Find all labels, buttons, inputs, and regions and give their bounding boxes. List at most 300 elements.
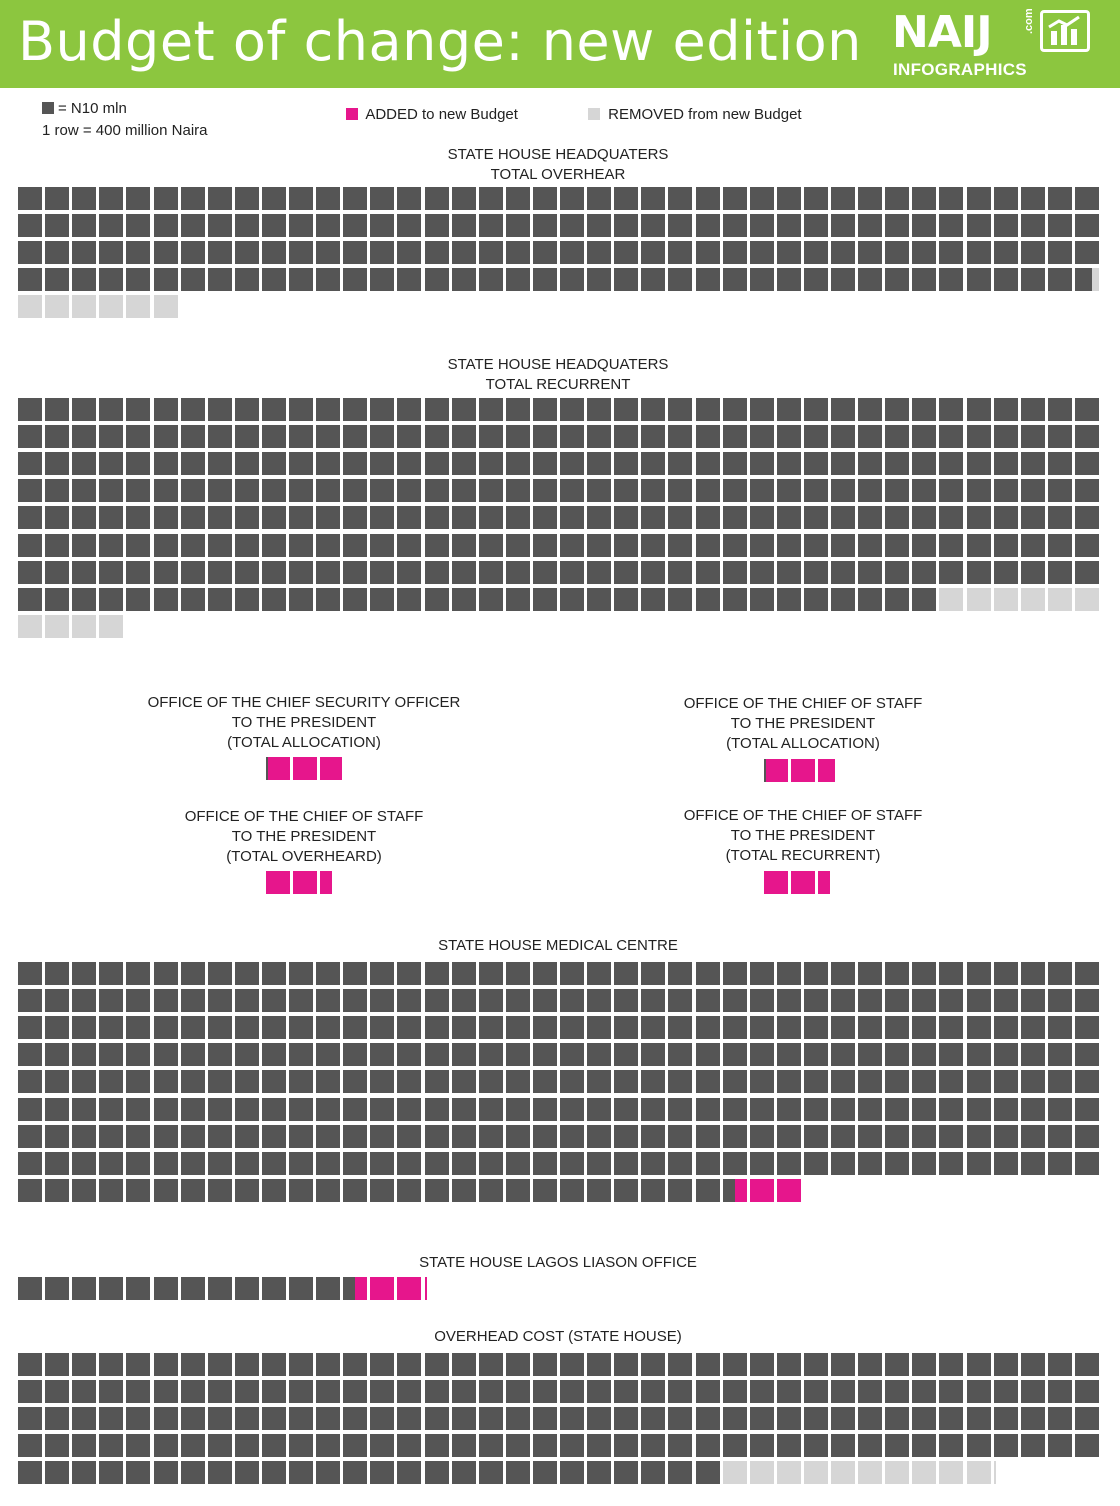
waffle-cell-base — [939, 962, 963, 985]
waffle-cell-base — [1021, 1152, 1045, 1175]
section-title-medical-centre: STATE HOUSE MEDICAL CENTRE — [438, 937, 678, 954]
waffle-cell-base — [343, 1277, 355, 1300]
waffle-cell-base — [370, 1353, 394, 1376]
waffle-cell-base — [289, 214, 313, 237]
waffle-cell-base — [72, 479, 96, 502]
waffle-cell-base — [99, 561, 123, 584]
waffle-cell-base — [397, 1016, 421, 1039]
waffle-cell-base — [912, 506, 936, 529]
waffle-cell-base — [343, 479, 367, 502]
waffle-cell-base — [72, 241, 96, 264]
waffle-cell-base — [1048, 214, 1072, 237]
waffle-cell-base — [614, 588, 638, 611]
waffle-cell-base — [506, 1070, 530, 1093]
waffle-cell-base — [777, 1407, 801, 1430]
waffle-cell-base — [370, 241, 394, 264]
waffle-cell-base — [1021, 561, 1045, 584]
waffle-cell-base — [397, 1098, 421, 1121]
waffle-cell-base — [668, 534, 692, 557]
waffle-cell-base — [343, 1043, 367, 1066]
waffle-cell-base — [723, 425, 747, 448]
waffle-cell-base — [316, 1353, 340, 1376]
waffle-cell-base — [858, 534, 882, 557]
waffle-cell-base — [343, 534, 367, 557]
waffle-cell-base — [18, 1070, 42, 1093]
waffle-cell-base — [1075, 1125, 1099, 1148]
waffle-cell-base — [696, 425, 720, 448]
waffle-cell-base — [858, 425, 882, 448]
waffle-cell-base — [533, 241, 557, 264]
waffle-cell-base — [316, 561, 340, 584]
waffle-cell-base — [18, 479, 42, 502]
waffle-cell-base — [425, 534, 449, 557]
waffle-cell-base — [425, 588, 449, 611]
waffle-cell-base — [126, 989, 150, 1012]
waffle-cell-base — [154, 534, 178, 557]
waffle-cell-base — [425, 1434, 449, 1457]
waffle-cell-base — [614, 214, 638, 237]
waffle-cell-added — [370, 1277, 394, 1300]
waffle-cell-base — [967, 187, 991, 210]
waffle-cell-base — [72, 1152, 96, 1175]
waffle-cell-base — [18, 962, 42, 985]
waffle-cell-base — [506, 1098, 530, 1121]
waffle-cell-base — [831, 187, 855, 210]
waffle-cell-base — [1048, 479, 1072, 502]
waffle-cell-base — [18, 1277, 42, 1300]
waffle-cell-base — [316, 962, 340, 985]
waffle-cell-base — [1021, 1070, 1045, 1093]
waffle-cell-base — [994, 425, 1018, 448]
waffle-cell-base — [425, 1380, 449, 1403]
waffle-cell-base — [45, 425, 69, 448]
waffle-cell-base — [1048, 452, 1072, 475]
waffle-cell-base — [912, 989, 936, 1012]
waffle-cell-base — [181, 1125, 205, 1148]
waffle-cell-base — [750, 506, 774, 529]
waffle-cell-base — [1048, 1125, 1072, 1148]
waffle-cell-base — [99, 1125, 123, 1148]
waffle-cell-base — [668, 187, 692, 210]
waffle-cell-base — [696, 1380, 720, 1403]
waffle-cell-base — [289, 989, 313, 1012]
waffle-cell-base — [126, 1407, 150, 1430]
waffle-cell-base — [668, 268, 692, 291]
waffle-cell-base — [560, 479, 584, 502]
waffle-cell-base — [397, 241, 421, 264]
waffle-cell-base — [425, 1179, 449, 1202]
waffle-cell-base — [370, 398, 394, 421]
waffle-cell-base — [425, 1353, 449, 1376]
waffle-cell-base — [967, 989, 991, 1012]
waffle-cell-base — [885, 561, 909, 584]
waffle-cell-base — [750, 534, 774, 557]
waffle-cell-base — [262, 1461, 286, 1484]
waffle-cell-base — [452, 989, 476, 1012]
waffle-cell-base — [750, 962, 774, 985]
waffle-cell-base — [641, 187, 665, 210]
waffle-cell-base — [668, 398, 692, 421]
waffle-cell-base — [831, 398, 855, 421]
waffle-cell-base — [452, 1016, 476, 1039]
waffle-cell-base — [994, 452, 1018, 475]
waffle-cell-base — [994, 1434, 1018, 1457]
waffle-cell-base — [208, 214, 232, 237]
waffle-cell-base — [72, 452, 96, 475]
waffle-cell-base — [289, 1043, 313, 1066]
waffle-cell-base — [208, 479, 232, 502]
waffle-cell-base — [181, 1380, 205, 1403]
waffle-cell-base — [777, 1152, 801, 1175]
waffle-cell-base — [994, 989, 1018, 1012]
waffle-cell-base — [804, 561, 828, 584]
waffle-cell-base — [479, 1152, 503, 1175]
waffle-cell-base — [668, 506, 692, 529]
waffle-cell-base — [885, 588, 909, 611]
waffle-cell-base — [126, 425, 150, 448]
waffle-cell-removed — [99, 615, 123, 638]
waffle-cell-base — [1075, 268, 1092, 291]
waffle-cell-base — [72, 506, 96, 529]
waffle-cell-base — [425, 1016, 449, 1039]
waffle-cell-base — [181, 534, 205, 557]
waffle-cell-base — [126, 1353, 150, 1376]
waffle-cell-base — [533, 214, 557, 237]
waffle-cell-base — [18, 1125, 42, 1148]
waffle-cell-base — [506, 1152, 530, 1175]
waffle-cell-base — [994, 1043, 1018, 1066]
waffle-cell-base — [208, 1043, 232, 1066]
waffle-cell-base — [912, 1098, 936, 1121]
waffle-cell-base — [750, 452, 774, 475]
waffle-cell-base — [912, 588, 936, 611]
waffle-cell-base — [289, 588, 313, 611]
waffle-cell-base — [99, 1353, 123, 1376]
waffle-cell-base — [425, 1407, 449, 1430]
waffle-cell-base — [723, 1125, 747, 1148]
waffle-cell-added — [425, 1277, 427, 1300]
waffle-cell-base — [939, 398, 963, 421]
waffle-cell-base — [641, 479, 665, 502]
waffle-cell-base — [45, 1380, 69, 1403]
waffle-cell-base — [831, 1353, 855, 1376]
waffle-cell-base — [750, 1380, 774, 1403]
waffle-cell-base — [885, 214, 909, 237]
waffle-cell-base — [126, 1434, 150, 1457]
waffle-cell-base — [262, 425, 286, 448]
waffle-cell-base — [723, 1179, 735, 1202]
waffle-cell-base — [316, 506, 340, 529]
waffle-cell-base — [18, 1407, 42, 1430]
legend-added — [346, 106, 518, 123]
waffle-cell-base — [126, 588, 150, 611]
waffle-cell-base — [668, 1461, 692, 1484]
waffle-cell-base — [99, 425, 123, 448]
waffle-cell-base — [967, 1152, 991, 1175]
waffle-cell-base — [750, 561, 774, 584]
waffle-cell-base — [154, 1125, 178, 1148]
waffle-cell-base — [939, 1125, 963, 1148]
waffle-cell-base — [208, 534, 232, 557]
waffle-cell-base — [154, 1070, 178, 1093]
waffle-cell-base — [831, 241, 855, 264]
waffle-cell-base — [397, 1152, 421, 1175]
waffle-cell-base — [696, 187, 720, 210]
waffle-cell-base — [533, 479, 557, 502]
waffle-cell-base — [967, 214, 991, 237]
waffle-cell-base — [912, 425, 936, 448]
waffle-cell-base — [587, 588, 611, 611]
waffle-cell-base — [723, 1434, 747, 1457]
waffle-cell-base — [994, 1407, 1018, 1430]
waffle-cell-base — [994, 187, 1018, 210]
waffle-cell-base — [316, 1179, 340, 1202]
waffle-cell-base — [885, 187, 909, 210]
waffle-cell-base — [45, 1016, 69, 1039]
waffle-cell-base — [154, 1380, 178, 1403]
waffle-cell-base — [668, 588, 692, 611]
waffle-cell-base — [858, 214, 882, 237]
waffle-cell-base — [262, 1353, 286, 1376]
waffle-cell-base — [912, 1043, 936, 1066]
waffle-cell-base — [18, 1098, 42, 1121]
waffle-cell-base — [126, 1098, 150, 1121]
waffle-cell-base — [750, 268, 774, 291]
waffle-cell-base — [696, 479, 720, 502]
waffle-cell-base — [289, 1016, 313, 1039]
waffle-cell-base — [479, 425, 503, 448]
waffle-cell-base — [506, 479, 530, 502]
waffle-cell-base — [18, 398, 42, 421]
waffle-cell-base — [154, 1179, 178, 1202]
waffle-cell-base — [208, 1407, 232, 1430]
waffle-cell-base — [533, 989, 557, 1012]
waffle-cell-base — [994, 962, 1018, 985]
waffle-cell-base — [397, 588, 421, 611]
waffle-cell-base — [99, 506, 123, 529]
waffle-cell-base — [885, 962, 909, 985]
waffle-cell-base — [994, 479, 1018, 502]
waffle-cell-base — [72, 989, 96, 1012]
waffle-cell-base — [181, 1179, 205, 1202]
waffle-cell-base — [72, 1353, 96, 1376]
legend-row-label: 1 row = 400 million Naira — [42, 122, 208, 139]
waffle-cell-base — [939, 241, 963, 264]
waffle-cell-base — [343, 506, 367, 529]
waffle-cell-base — [452, 534, 476, 557]
waffle-cell-base — [262, 1380, 286, 1403]
waffle-cell-base — [641, 425, 665, 448]
waffle-cell-base — [831, 989, 855, 1012]
waffle-cell-base — [235, 588, 259, 611]
waffle-cell-base — [289, 1380, 313, 1403]
waffle-cell-base — [696, 962, 720, 985]
waffle-cell-base — [479, 1407, 503, 1430]
waffle-cell-base — [72, 214, 96, 237]
waffle-cell-base — [154, 1098, 178, 1121]
waffle-cell-base — [831, 214, 855, 237]
waffle-cell-base — [208, 1125, 232, 1148]
waffle-cell-base — [750, 398, 774, 421]
waffle-cell-base — [777, 1353, 801, 1376]
waffle-cell-base — [18, 452, 42, 475]
waffle-cell-base — [831, 1016, 855, 1039]
waffle-cell-base — [804, 1125, 828, 1148]
waffle-cell-base — [804, 1043, 828, 1066]
waffle-cell-base — [858, 1016, 882, 1039]
waffle-cell-base — [370, 1461, 394, 1484]
waffle-cell-base — [723, 1152, 747, 1175]
waffle-cell-base — [967, 452, 991, 475]
waffle-cell-base — [750, 989, 774, 1012]
waffle-cell-base — [1048, 187, 1072, 210]
waffle-cell-base — [723, 1043, 747, 1066]
waffle-cell-base — [696, 588, 720, 611]
waffle-cell-base — [397, 534, 421, 557]
waffle-cell-base — [696, 1016, 720, 1039]
waffle-cell-base — [235, 241, 259, 264]
waffle-cell-base — [316, 241, 340, 264]
waffle-cell-base — [452, 506, 476, 529]
waffle-cell-base — [289, 1098, 313, 1121]
waffle-cell-base — [316, 1407, 340, 1430]
waffle-cell-base — [316, 1277, 340, 1300]
waffle-cell-base — [560, 1380, 584, 1403]
waffle-cell-base — [425, 1152, 449, 1175]
waffle-cell-base — [506, 214, 530, 237]
waffle-cell-base — [1021, 534, 1045, 557]
waffle-cell-base — [614, 1016, 638, 1039]
waffle-cell-base — [967, 1380, 991, 1403]
waffle-cell-base — [750, 241, 774, 264]
waffle-cell-base — [370, 561, 394, 584]
waffle-cell-base — [614, 561, 638, 584]
waffle-cell-base — [668, 989, 692, 1012]
waffle-cell-base — [72, 1461, 96, 1484]
waffle-cell-base — [533, 268, 557, 291]
waffle-cell-base — [397, 1125, 421, 1148]
waffle-cell-base — [885, 1098, 909, 1121]
waffle-cell-base — [126, 479, 150, 502]
waffle-cell-base — [99, 1434, 123, 1457]
waffle-cell-base — [316, 268, 340, 291]
waffle-cell-base — [614, 1380, 638, 1403]
waffle-cell-base — [72, 1125, 96, 1148]
waffle-cell-base — [831, 1407, 855, 1430]
waffle-cell-base — [316, 1043, 340, 1066]
waffle-cell-base — [289, 241, 313, 264]
waffle-cell-base — [99, 989, 123, 1012]
waffle-cell-base — [614, 479, 638, 502]
waffle-cell-base — [587, 561, 611, 584]
waffle-cell-base — [1048, 268, 1072, 291]
waffle-cell-base — [777, 268, 801, 291]
waffle-cell-base — [967, 1070, 991, 1093]
waffle-cell-base — [45, 962, 69, 985]
waffle-cell-base — [723, 452, 747, 475]
waffle-cell-base — [99, 1098, 123, 1121]
waffle-cell-base — [126, 452, 150, 475]
waffle-cell-base — [343, 1152, 367, 1175]
waffle-cell-base — [262, 962, 286, 985]
waffle-cell-base — [831, 506, 855, 529]
waffle-cell-base — [614, 1070, 638, 1093]
title-banner — [0, 0, 1120, 88]
waffle-cell-base — [912, 241, 936, 264]
waffle-cell-base — [506, 506, 530, 529]
waffle-cell-base — [208, 452, 232, 475]
waffle-cell-base — [994, 534, 1018, 557]
waffle-cell-base — [777, 989, 801, 1012]
waffle-cell-base — [99, 1277, 123, 1300]
waffle-cell-base — [479, 452, 503, 475]
waffle-cell-base — [885, 425, 909, 448]
waffle-cell-base — [289, 1353, 313, 1376]
waffle-cell-base — [506, 962, 530, 985]
waffle-cell-base — [668, 241, 692, 264]
waffle-cell-base — [425, 187, 449, 210]
waffle-cell-base — [967, 1098, 991, 1121]
waffle-cell-base — [181, 989, 205, 1012]
waffle-cell-base — [208, 962, 232, 985]
waffle-cell-removed — [1092, 268, 1099, 291]
waffle-cell-base — [885, 479, 909, 502]
waffle-cell-base — [370, 187, 394, 210]
waffle-cell-base — [397, 1434, 421, 1457]
waffle-cell-base — [723, 534, 747, 557]
waffle-cell-base — [370, 989, 394, 1012]
waffle-cell-base — [641, 1098, 665, 1121]
waffle-cell-base — [777, 1434, 801, 1457]
waffle-cell-base — [967, 1434, 991, 1457]
legend-added-swatch — [346, 108, 358, 120]
waffle-cell-base — [533, 1179, 557, 1202]
waffle-cell-base — [18, 241, 42, 264]
waffle-cell-base — [939, 1353, 963, 1376]
waffle-cell-base — [397, 1461, 421, 1484]
waffle-cell-base — [858, 962, 882, 985]
waffle-cell-base — [939, 1098, 963, 1121]
waffle-cell-base — [316, 452, 340, 475]
waffle-cell-base — [885, 1125, 909, 1148]
waffle-cell-base — [45, 1125, 69, 1148]
waffle-cell-base — [154, 479, 178, 502]
waffle-cell-base — [370, 1016, 394, 1039]
waffle-cell-base — [641, 1434, 665, 1457]
waffle-cell-removed — [99, 295, 123, 318]
waffle-cell-base — [45, 268, 69, 291]
waffle-cell-base — [45, 214, 69, 237]
waffle-cell-base — [99, 241, 123, 264]
waffle-cell-base — [858, 561, 882, 584]
waffle-cell-base — [289, 452, 313, 475]
bar-chart-icon — [1040, 10, 1090, 52]
waffle-cell-base — [343, 989, 367, 1012]
waffle-cell-base — [967, 561, 991, 584]
waffle-cell-base — [316, 1125, 340, 1148]
waffle-cell-base — [777, 479, 801, 502]
waffle-cell-base — [72, 1277, 96, 1300]
waffle-cell-base — [641, 1179, 665, 1202]
waffle-cell-base — [668, 1179, 692, 1202]
waffle-cell-base — [154, 425, 178, 448]
waffle-cell-base — [262, 452, 286, 475]
waffle-cell-base — [1048, 1043, 1072, 1066]
waffle-cell-base — [912, 561, 936, 584]
waffle-cell-base — [804, 241, 828, 264]
waffle-cell-base — [560, 1098, 584, 1121]
waffle-cell-base — [614, 1152, 638, 1175]
